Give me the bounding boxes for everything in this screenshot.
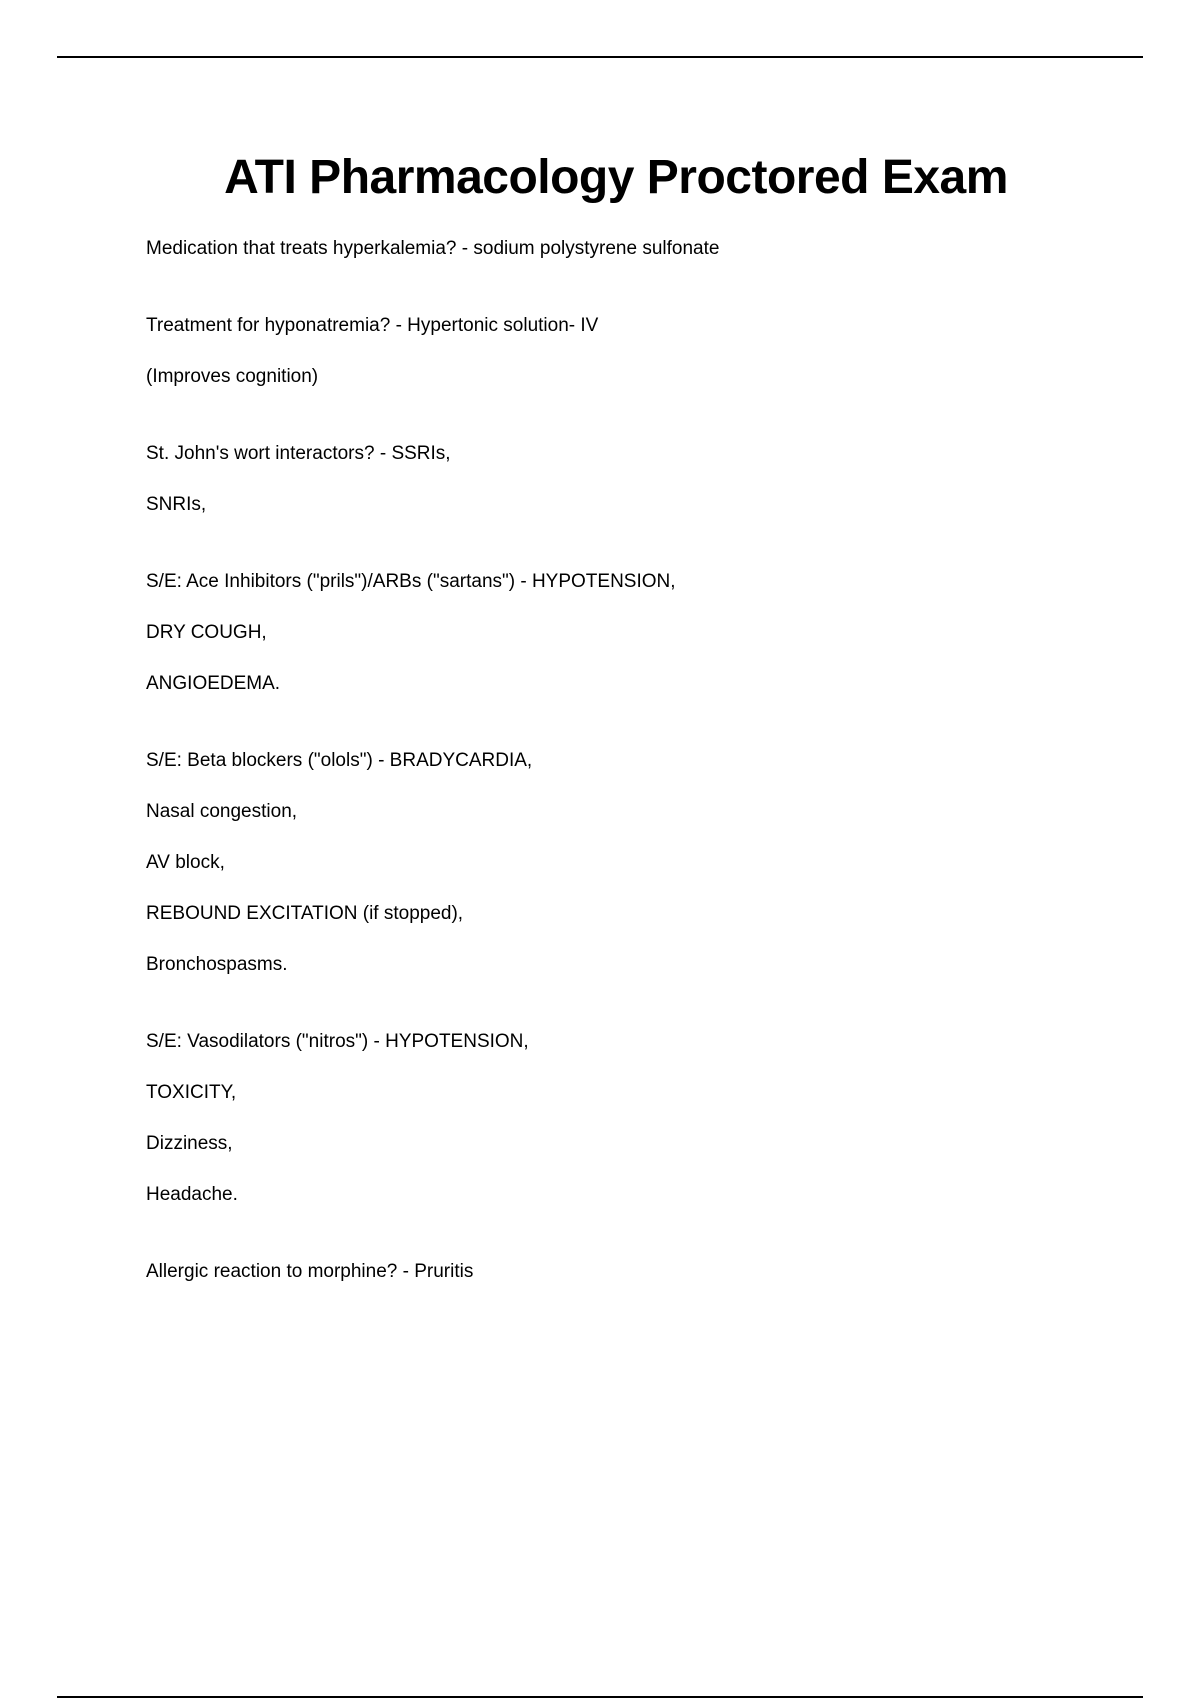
qa-entry <box>146 748 1146 978</box>
qa-line: SNRIs, <box>146 494 207 515</box>
qa-line: Nasal congestion, <box>146 801 298 822</box>
qa-line: S/E: Beta blockers ("olols") - BRADYCARDIA, <box>146 750 533 771</box>
qa-line: Allergic reaction to morphine? - Pruritis <box>146 1261 474 1282</box>
qa-line: TOXICITY, <box>146 1082 237 1103</box>
qa-entry <box>146 313 1146 390</box>
document-title: ATI Pharmacology Proctored Exam <box>224 151 1008 204</box>
top-divider <box>57 56 1143 58</box>
qa-line: AV block, <box>146 852 225 873</box>
qa-entry <box>146 1029 1146 1208</box>
qa-line: (Improves cognition) <box>146 366 319 387</box>
qa-line: Headache. <box>146 1184 238 1205</box>
bottom-divider <box>57 1696 1143 1698</box>
qa-line: St. John's wort interactors? - SSRIs, <box>146 443 451 464</box>
qa-line: S/E: Ace Inhibitors ("prils")/ARBs ("sartans") - HYPOTENSION, <box>146 571 676 592</box>
document-body <box>146 236 1146 1336</box>
qa-line: Treatment for hyponatremia? - Hypertonic solution- IV <box>146 315 599 336</box>
qa-line: Medication that treats hyperkalemia? - sodium polystyrene sulfonate <box>146 238 720 259</box>
qa-line: Bronchospasms. <box>146 954 288 975</box>
qa-line: S/E: Vasodilators ("nitros") - HYPOTENSION, <box>146 1031 529 1052</box>
qa-entry <box>146 569 1146 697</box>
qa-entry <box>146 236 1146 262</box>
qa-line: REBOUND EXCITATION (if stopped), <box>146 903 464 924</box>
qa-line: Dizziness, <box>146 1133 233 1154</box>
qa-line: ANGIOEDEMA. <box>146 673 281 694</box>
qa-entry <box>146 1259 1146 1285</box>
qa-line: DRY COUGH, <box>146 622 267 643</box>
qa-entry <box>146 441 1146 518</box>
